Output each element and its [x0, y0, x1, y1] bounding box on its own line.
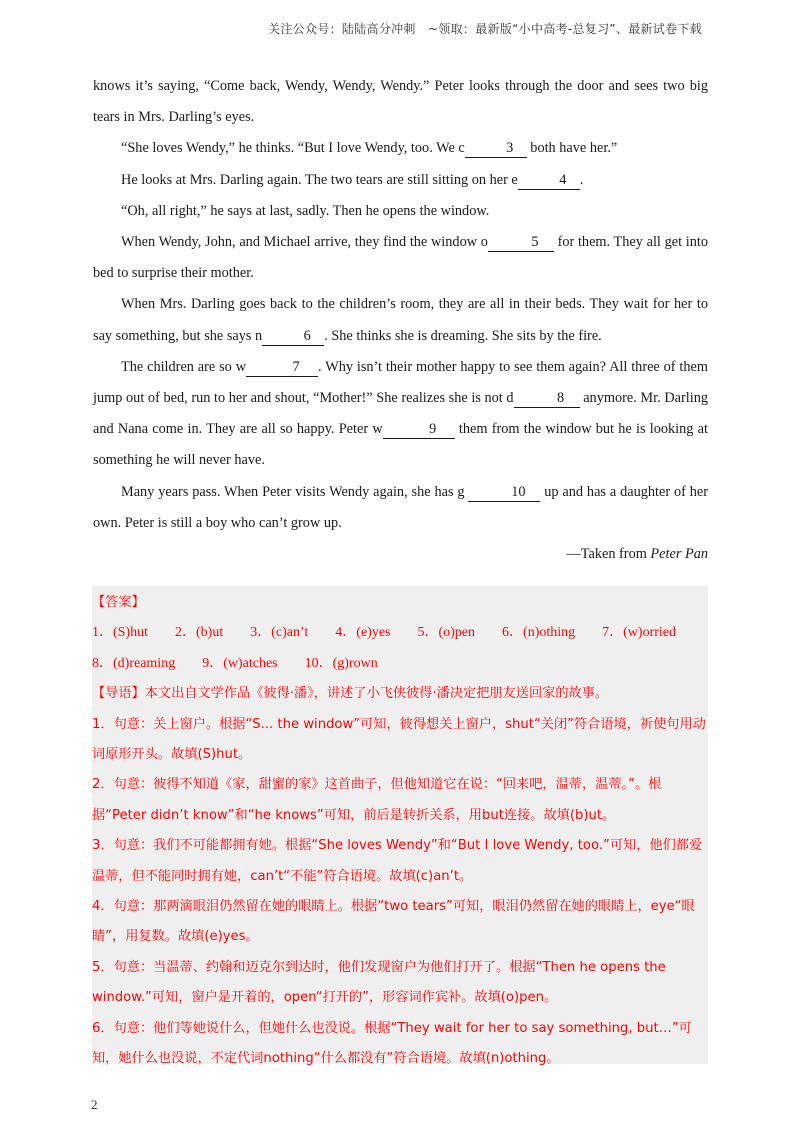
- story-paragraph-8: Many years pass. When Peter visits Wendy again, she has g 10 up and has a daughter of her own. Peter is still a boy who can’t grow up.: [93, 483, 708, 531]
- answer-item: 7．(w)orried: [602, 625, 677, 641]
- story-paragraph-4: “Oh, all right,” he says at last, sadly. Then he opens the window.: [121, 202, 490, 219]
- guide-text: 【导语】本文出自文学作品《彼得·潘》，讲述了小飞侠彼得·潘决定把朋友送回家的故事。: [92, 686, 609, 702]
- answer-item: 5．(o)pen: [417, 625, 476, 641]
- blank-6: 6: [262, 327, 324, 346]
- blank-10: 10: [468, 483, 540, 502]
- explanation-6: 6．句意：他们等她说什么，但她什么也没说。根据“They wait for her to say something, but…”可知，她什么也没说，不定代词nothing“什么都没有”符合语境。故填(n)othing。: [92, 1020, 692, 1067]
- blank-7: 7: [246, 358, 318, 377]
- page-header: 关注公众号：陆陆高分冲刺 ~领取：最新版“小中高考-总复习”、最新试卷下载: [268, 22, 702, 36]
- story-paragraph-7: The children are so w 7 . Why isn’t their mother happy to see them again? All three of them jump out of bed, run to her and shout, “Mother!” She realizes she is not d 8 anymore. Mr. Darling and Nana come in. They are all so happy. Peter w 9 them from the window but he is looking at something he will never have.: [93, 358, 709, 469]
- answer-item: 10．(g)rown: [304, 655, 378, 671]
- explanation-4: 4．句意：那两滴眼泪仍然留在她的眼睛上。根据“two tears”可知，眼泪仍然留在她的眼睛上，eye“眼睛”，用复数。故填(e)yes。: [92, 899, 695, 945]
- answer-list-row-1: [92, 618, 708, 648]
- story-source: —Taken from Peter Pan: [566, 546, 708, 563]
- answer-item: 3．(c)an’t: [250, 625, 309, 641]
- story-paragraph-6: When Mrs. Darling goes back to the children’s room, they are all in their beds. They wait for her to say something, but she says n 6 . She thinks she is dreaming. She sits by the fire.: [93, 296, 708, 344]
- answer-item: 9．(w)atches: [202, 655, 278, 671]
- story-paragraph-1: knows it’s saying, “Come back, Wendy, Wendy, Wendy.” Peter looks through the door and sees two big tears in Mrs. Darling’s eyes.: [93, 78, 708, 126]
- source-title: Peter Pan: [650, 546, 708, 563]
- explanation-2: 2．句意：彼得不知道《家，甜蜜的家》这首曲子，但他知道它在说：“回来吧，温蒂，温蒂。”。根据“Peter didn’t know”和“he knows”可知，前后是转折关系，用but连接。故填(b)ut。: [92, 777, 662, 823]
- story-paragraph-3: He looks at Mrs. Darling again. The two tears are still sitting on her e 4 .: [121, 171, 584, 188]
- answer-list-row-2: [92, 649, 708, 679]
- story-text: [93, 71, 708, 570]
- explanation-3: 3．句意：我们不可能都拥有她。根据“She loves Wendy”和“But I love Wendy, too.”可知，他们都爱温蒂，但不能同时拥有她，can’t“不能”符合语境。故填(c)an’t。: [92, 838, 703, 884]
- explanation-1: 1．句意：关上窗户。根据“S... the window”可知，彼得想关上窗户，shut“关闭”符合语境，祈使句用动词原形开头。故填(S)hut。: [92, 716, 706, 763]
- page-number: 2: [91, 1097, 98, 1112]
- answer-item: 8．(d)reaming: [92, 655, 176, 671]
- blank-8: 8: [514, 389, 580, 408]
- blank-5: 5: [488, 233, 554, 252]
- answer-label: 【答案】: [92, 595, 145, 610]
- answer-item: 4．(e)yes: [335, 625, 391, 641]
- blank-3: 3: [465, 139, 527, 158]
- story-paragraph-2: “She loves Wendy,” he thinks. “But I love Wendy, too. We c 3 both have her.”: [121, 140, 618, 157]
- blank-9: 9: [383, 420, 455, 439]
- explanation-5: 5．句意：当温蒂、约翰和迈克尔到达时，他们发现窗户为他们打开了。根据“Then he opens the window.”可知，窗户是开着的，open“打开的”，形容词作宾补。故填(o)pen。: [92, 959, 666, 1006]
- answer-item: 6．(n)othing: [502, 625, 576, 641]
- answer-item: 2．(b)ut: [175, 625, 224, 641]
- blank-4: 4: [518, 171, 580, 190]
- answer-item: 1．(S)hut: [92, 625, 148, 641]
- story-paragraph-5: When Wendy, John, and Michael arrive, they find the window o 5 for them. They all get into bed to surprise their mother.: [93, 234, 708, 282]
- answer-panel: [92, 588, 708, 1075]
